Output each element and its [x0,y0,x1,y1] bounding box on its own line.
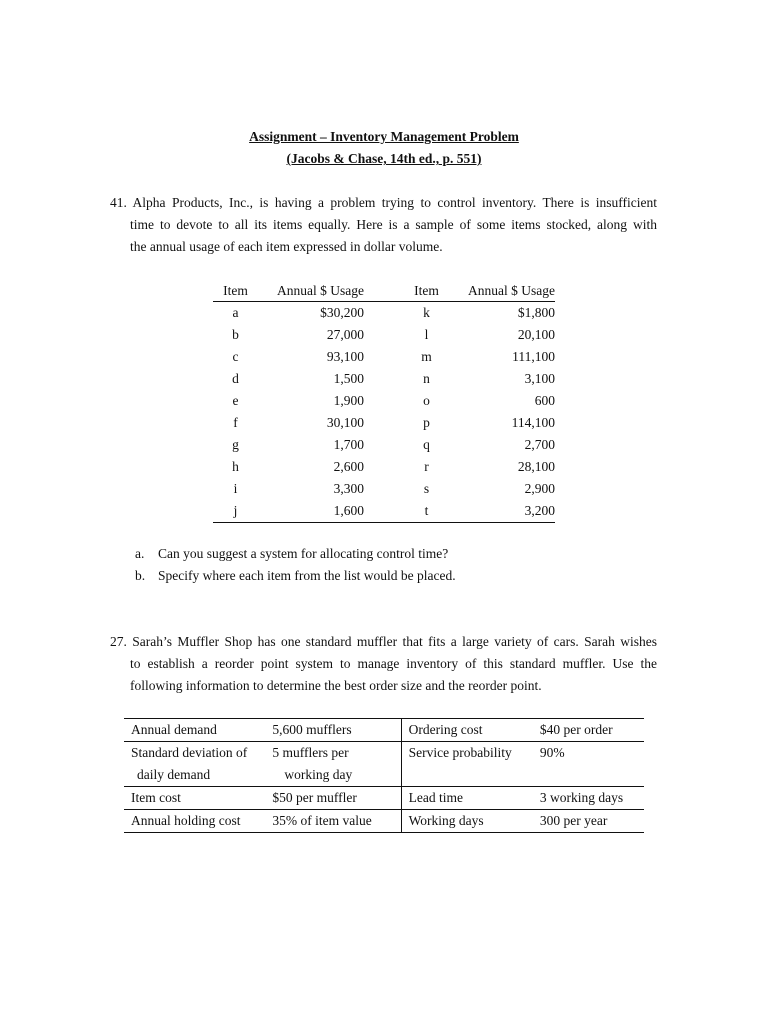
usage-cell: $1,800 [517,305,555,320]
question-b [135,565,456,587]
cell-item-cost-label: Item cost [131,790,181,805]
page-title: Assignment – Inventory Management Problem [249,129,519,144]
usage-cell: 2,600 [333,459,364,474]
item-cell: k [423,305,430,320]
usage-cell: 1,600 [258,500,364,523]
table-row [124,719,644,742]
problem-41-line-2: time to devote to all its items equally. Here is a sample of some items stocked, along with [130,217,657,232]
cell-service-probability-value: 90% [539,745,565,760]
std-dev-label-line-2: daily demand [137,767,211,782]
item-cell: o [423,393,430,408]
column-gap [364,478,404,500]
usage-cell: 2,700 [524,437,555,452]
cell-std-dev-value [265,742,401,787]
header-item-1: Item [213,280,258,302]
usage-cell: 111,100 [512,349,555,364]
item-cell: d [232,371,239,386]
usage-cell: 1,900 [333,393,364,408]
question-b-text: Specify where each item from the list would be placed. [158,568,456,583]
question-a-label: a. [135,546,145,561]
column-gap [364,456,404,478]
table-row [213,478,555,500]
item-cell: m [421,349,432,364]
problem-27-line-3: following information to determine the best order size and the reorder point. [130,678,542,693]
usage-cell: 3,200 [449,500,555,523]
header-usage-2: Annual $ Usage [449,280,555,302]
problem-41-questions [135,543,456,587]
question-a-text: Can you suggest a system for allocating control time? [158,546,449,561]
cell-working-days-label: Working days [408,813,484,828]
column-gap [364,500,404,523]
usage-cell: 3,300 [333,481,364,496]
header-usage-1: Annual $ Usage [258,280,364,302]
question-b-label: b. [135,568,146,583]
usage-cell: 600 [534,393,555,408]
page-subtitle: (Jacobs & Chase, 14th ed., p. 551) [286,151,482,166]
cell-holding-cost-value: 35% of item value [265,810,401,833]
item-cell: e [232,393,239,408]
table-row [124,787,644,810]
column-gap [364,368,404,390]
table-header-row [213,280,555,302]
column-gap [364,324,404,346]
problem-41-line-3: the annual usage of each item expressed in dollar volume. [130,239,443,254]
table-row [213,434,555,456]
item-cell: l [424,327,429,342]
table-row [124,742,644,787]
problem-27-text [110,631,657,697]
usage-cell: 20,100 [517,327,555,342]
column-gap [364,280,404,302]
cell-annual-demand-value: 5,600 mufflers [265,719,401,742]
usage-cell: 93,100 [326,349,364,364]
cell-item-cost-value: $50 per muffler [265,787,401,810]
std-dev-value-line-2: working day [284,767,353,782]
cell-working-days-value: 300 per year [539,813,608,828]
column-gap [364,302,404,325]
usage-table-body [213,302,555,523]
cell-annual-demand-label: Annual demand [131,722,217,737]
usage-cell: 1,500 [333,371,364,386]
column-gap [364,434,404,456]
item-cell: t [404,500,449,523]
std-dev-label-line-1: Standard deviation of [131,745,248,760]
item-cell: n [423,371,430,386]
cell-holding-cost-label: Annual holding cost [131,813,241,828]
problem-27-line-1: 27. Sarah’s Muffler Shop has one standard muffler that fits a large variety of cars. Sarah wishes [110,634,657,649]
cell-std-dev-label [124,742,265,787]
problem-41-line-1: 41. Alpha Products, Inc., is having a problem trying to control inventory. There is insufficient [110,195,657,210]
std-dev-value-line-1: 5 mufflers per [272,745,349,760]
item-cell: q [423,437,430,452]
item-cell: p [423,415,430,430]
usage-cell: 2,900 [524,481,555,496]
problem-41-text [110,192,657,258]
cell-lead-time-value: 3 working days [539,790,624,805]
question-a [135,543,456,565]
column-gap [364,390,404,412]
muffler-info-table [124,718,644,833]
table-row [124,810,644,833]
item-cell: g [232,437,239,452]
table-row [213,412,555,434]
annual-usage-table [213,280,555,523]
table-row [213,346,555,368]
item-cell: b [232,327,239,342]
usage-cell: $30,200 [320,305,364,320]
column-gap [364,346,404,368]
cell-ordering-cost-value: $40 per order [539,722,613,737]
usage-cell: 114,100 [511,415,555,430]
cell-lead-time-label: Lead time [408,790,463,805]
header-item-2: Item [404,280,449,302]
table-row [213,324,555,346]
problem-27-line-2: to establish a reorder point system to manage inventory of this standard muffler. Use the [130,656,657,671]
usage-cell: 1,700 [333,437,364,452]
item-cell: i [233,481,238,496]
usage-cell: 30,100 [326,415,364,430]
cell-service-probability-label: Service probability [408,745,512,760]
table-row [213,500,555,523]
usage-cell: 3,100 [524,371,555,386]
table-row [213,456,555,478]
item-cell: c [232,349,239,364]
table-row [213,390,555,412]
item-cell: s [423,481,430,496]
table-row [213,368,555,390]
item-cell: j [213,500,258,523]
usage-cell: 28,100 [517,459,555,474]
table-row [213,302,555,325]
cell-ordering-cost-label: Ordering cost [408,722,483,737]
usage-cell: 27,000 [326,327,364,342]
item-cell: a [232,305,239,320]
item-cell: r [424,459,429,474]
column-gap [364,412,404,434]
item-cell: f [233,415,238,430]
item-cell: h [232,459,239,474]
